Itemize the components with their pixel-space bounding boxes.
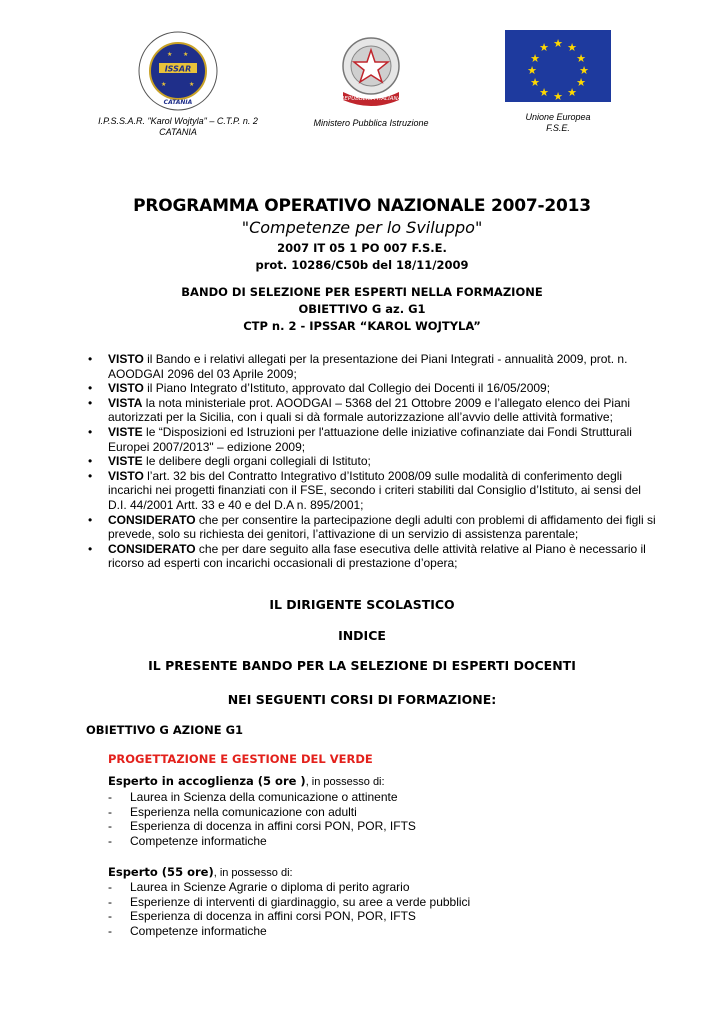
ministry-caption: Ministero Pubblica Istruzione: [313, 118, 429, 128]
list-item: - Laurea in Scienza della comunicazione o attinente: [108, 790, 398, 804]
emblem-ribbon-text: REPUBBLICA ITALIANA: [340, 96, 402, 102]
list-item: - Laurea in Scienze Agrarie o diploma di perito agrario: [108, 880, 410, 894]
svg-text:★: ★: [161, 82, 167, 88]
eu-logo-column: [490, 30, 626, 134]
eu-caption: [490, 112, 626, 134]
list-item: - Competenze informatiche: [108, 833, 267, 848]
list-item: • VISTE le “Disposizioni ed Istruzioni per l'attuazione delle iniziative cofinanziate dai Fondi Strutturali Europei 2007/2013" – edizione 2009;: [88, 424, 632, 454]
indice-heading: INDICE: [338, 628, 386, 643]
bando-line3: CTP n. 2 - IPSSAR “KAROL WOJTYLA”: [243, 319, 481, 333]
page-subtitle: "Competenze per lo Sviluppo": [241, 218, 483, 237]
esperto-label: Esperto in accoglienza (5 ore ): [108, 774, 306, 788]
school-logo-text: ISSAR: [164, 64, 192, 74]
school-logo-column: [88, 30, 268, 138]
list-item: - Esperienza di docenza in affini corsi PON, POR, IFTS: [108, 819, 416, 834]
programme-code: 2007 IT 05 1 PO 007 F.S.E.: [277, 241, 447, 255]
premesse-list: [86, 352, 656, 571]
bando-line2: OBIETTIVO G az. G1: [298, 302, 426, 316]
italian-republic-emblem: [333, 30, 409, 108]
bullet-icon: •: [88, 424, 93, 439]
list-item: • VISTO il Bando e i relativi allegati per la presentazione dei Piani Integrati - annualità 2009, prot. n. AOODGAI 2096 del 03 Aprile 2009;: [88, 352, 628, 381]
svg-text:★: ★: [183, 52, 189, 58]
svg-text:★: ★: [189, 82, 195, 88]
dash-icon: -: [108, 804, 112, 819]
esperto-label: Esperto (55 ore): [108, 865, 214, 879]
list-item: • CONSIDERATO che per consentire la partecipazione degli adulti con problemi di affidamento dei figli si prevede, solo su richiesta dei genitori, l’attivazione di un servizio di assistenza parentale;: [88, 512, 656, 542]
esperto-heading: [108, 774, 385, 788]
page-title: PROGRAMMA OPERATIVO NAZIONALE 2007-2013: [133, 196, 591, 216]
list-item: - Esperienza nella comunicazione con adulti: [108, 804, 357, 819]
esperto-suffix: , in possesso di:: [213, 867, 293, 879]
bullet-icon: •: [88, 381, 93, 396]
school-logo: [137, 30, 219, 112]
list-item: - Esperienza di docenza in affini corsi PON, POR, IFTS: [108, 909, 416, 924]
list-item: • VISTA la nota ministeriale prot. AOODGAI – 5368 del 21 Ottobre 2009 e l’allegato elenco dei Piani autorizzati per la Sicilia, con i quali si dà formale autorizzazione all’avvio delle attività formative;: [88, 395, 631, 425]
eu-flag: ★ ★ ★ ★ ★ ★ ★ ★ ★ ★ ★ ★: [505, 30, 611, 102]
obiettivo-heading: OBIETTIVO G AZIONE G1: [86, 723, 244, 737]
dash-icon: -: [108, 923, 112, 938]
bando-line1: BANDO DI SELEZIONE PER ESPERTI NELLA FORMAZIONE: [181, 285, 543, 299]
esperto-heading: [108, 865, 293, 879]
school-caption-line2: CATANIA: [159, 127, 197, 137]
bullet-icon: •: [88, 468, 93, 483]
bullet-icon: •: [88, 454, 93, 469]
eu-caption-line1: Unione Europea: [525, 112, 591, 122]
protocol-number: prot. 10286/C50b del 18/11/2009: [255, 258, 469, 272]
list-item: • VISTE le delibere degli organi collegiali di Istituto;: [88, 454, 371, 469]
bullet-icon: •: [88, 541, 93, 556]
ministry-logo-column: [296, 30, 446, 129]
list-item: - Esperienze di interventi di giardinaggio, su aree a verde pubblici: [108, 894, 471, 909]
requisiti-list: [108, 880, 470, 938]
dash-icon: -: [108, 833, 112, 848]
list-item: • VISTO l’art. 32 bis del Contratto Integrativo d’Istituto 2008/09 sulle modalità di conferimento degli incarichi nei progetti finanziati con il FSE, secondo i criteri stabiliti dal Consiglio d’Istituto, ai sensi del D.I. 44/2001 Artt. 33 e 40 e del D.A n. 895/2001;: [88, 468, 641, 512]
school-caption: [88, 116, 268, 138]
svg-text:★: ★: [167, 52, 173, 58]
course-title: PROGETTAZIONE E GESTIONE DEL VERDE: [108, 752, 373, 766]
dash-icon: -: [108, 909, 112, 924]
dirigente-heading: IL DIRIGENTE SCOLASTICO: [269, 597, 455, 612]
bullet-icon: •: [88, 395, 93, 410]
dash-icon: -: [108, 819, 112, 834]
presente-heading: IL PRESENTE BANDO PER LA SELEZIONE DI ESPERTI DOCENTI: [148, 658, 576, 673]
dash-icon: -: [108, 880, 112, 894]
list-item: - Competenze informatiche: [108, 923, 267, 938]
school-caption-line1: I.P.S.S.A.R. "Karol Wojtyla" – C.T.P. n. 2: [98, 116, 258, 126]
seguenti-heading: NEI SEGUENTI CORSI DI FORMAZIONE:: [227, 692, 497, 707]
bullet-icon: •: [88, 352, 93, 366]
eu-caption-line2: F.S.E.: [546, 123, 570, 133]
bando-heading: [0, 284, 724, 335]
dash-icon: -: [108, 790, 112, 804]
dash-icon: -: [108, 894, 112, 909]
school-logo-city: CATANIA: [163, 99, 193, 106]
list-item: • VISTO il Piano Integrato d’Istituto, approvato dal Collegio dei Docenti il 16/05/2009;: [88, 381, 551, 396]
requisiti-list: [108, 790, 416, 848]
list-item: • CONSIDERATO che per dare seguito alla fase esecutiva delle attività relative al Piano è necessario il ricorso ad esperti con incarichi occasionali di prestazione d’opera;: [88, 541, 646, 571]
esperto-suffix: , in possesso di:: [305, 776, 385, 788]
bullet-icon: •: [88, 512, 93, 527]
title-block: [0, 196, 724, 272]
